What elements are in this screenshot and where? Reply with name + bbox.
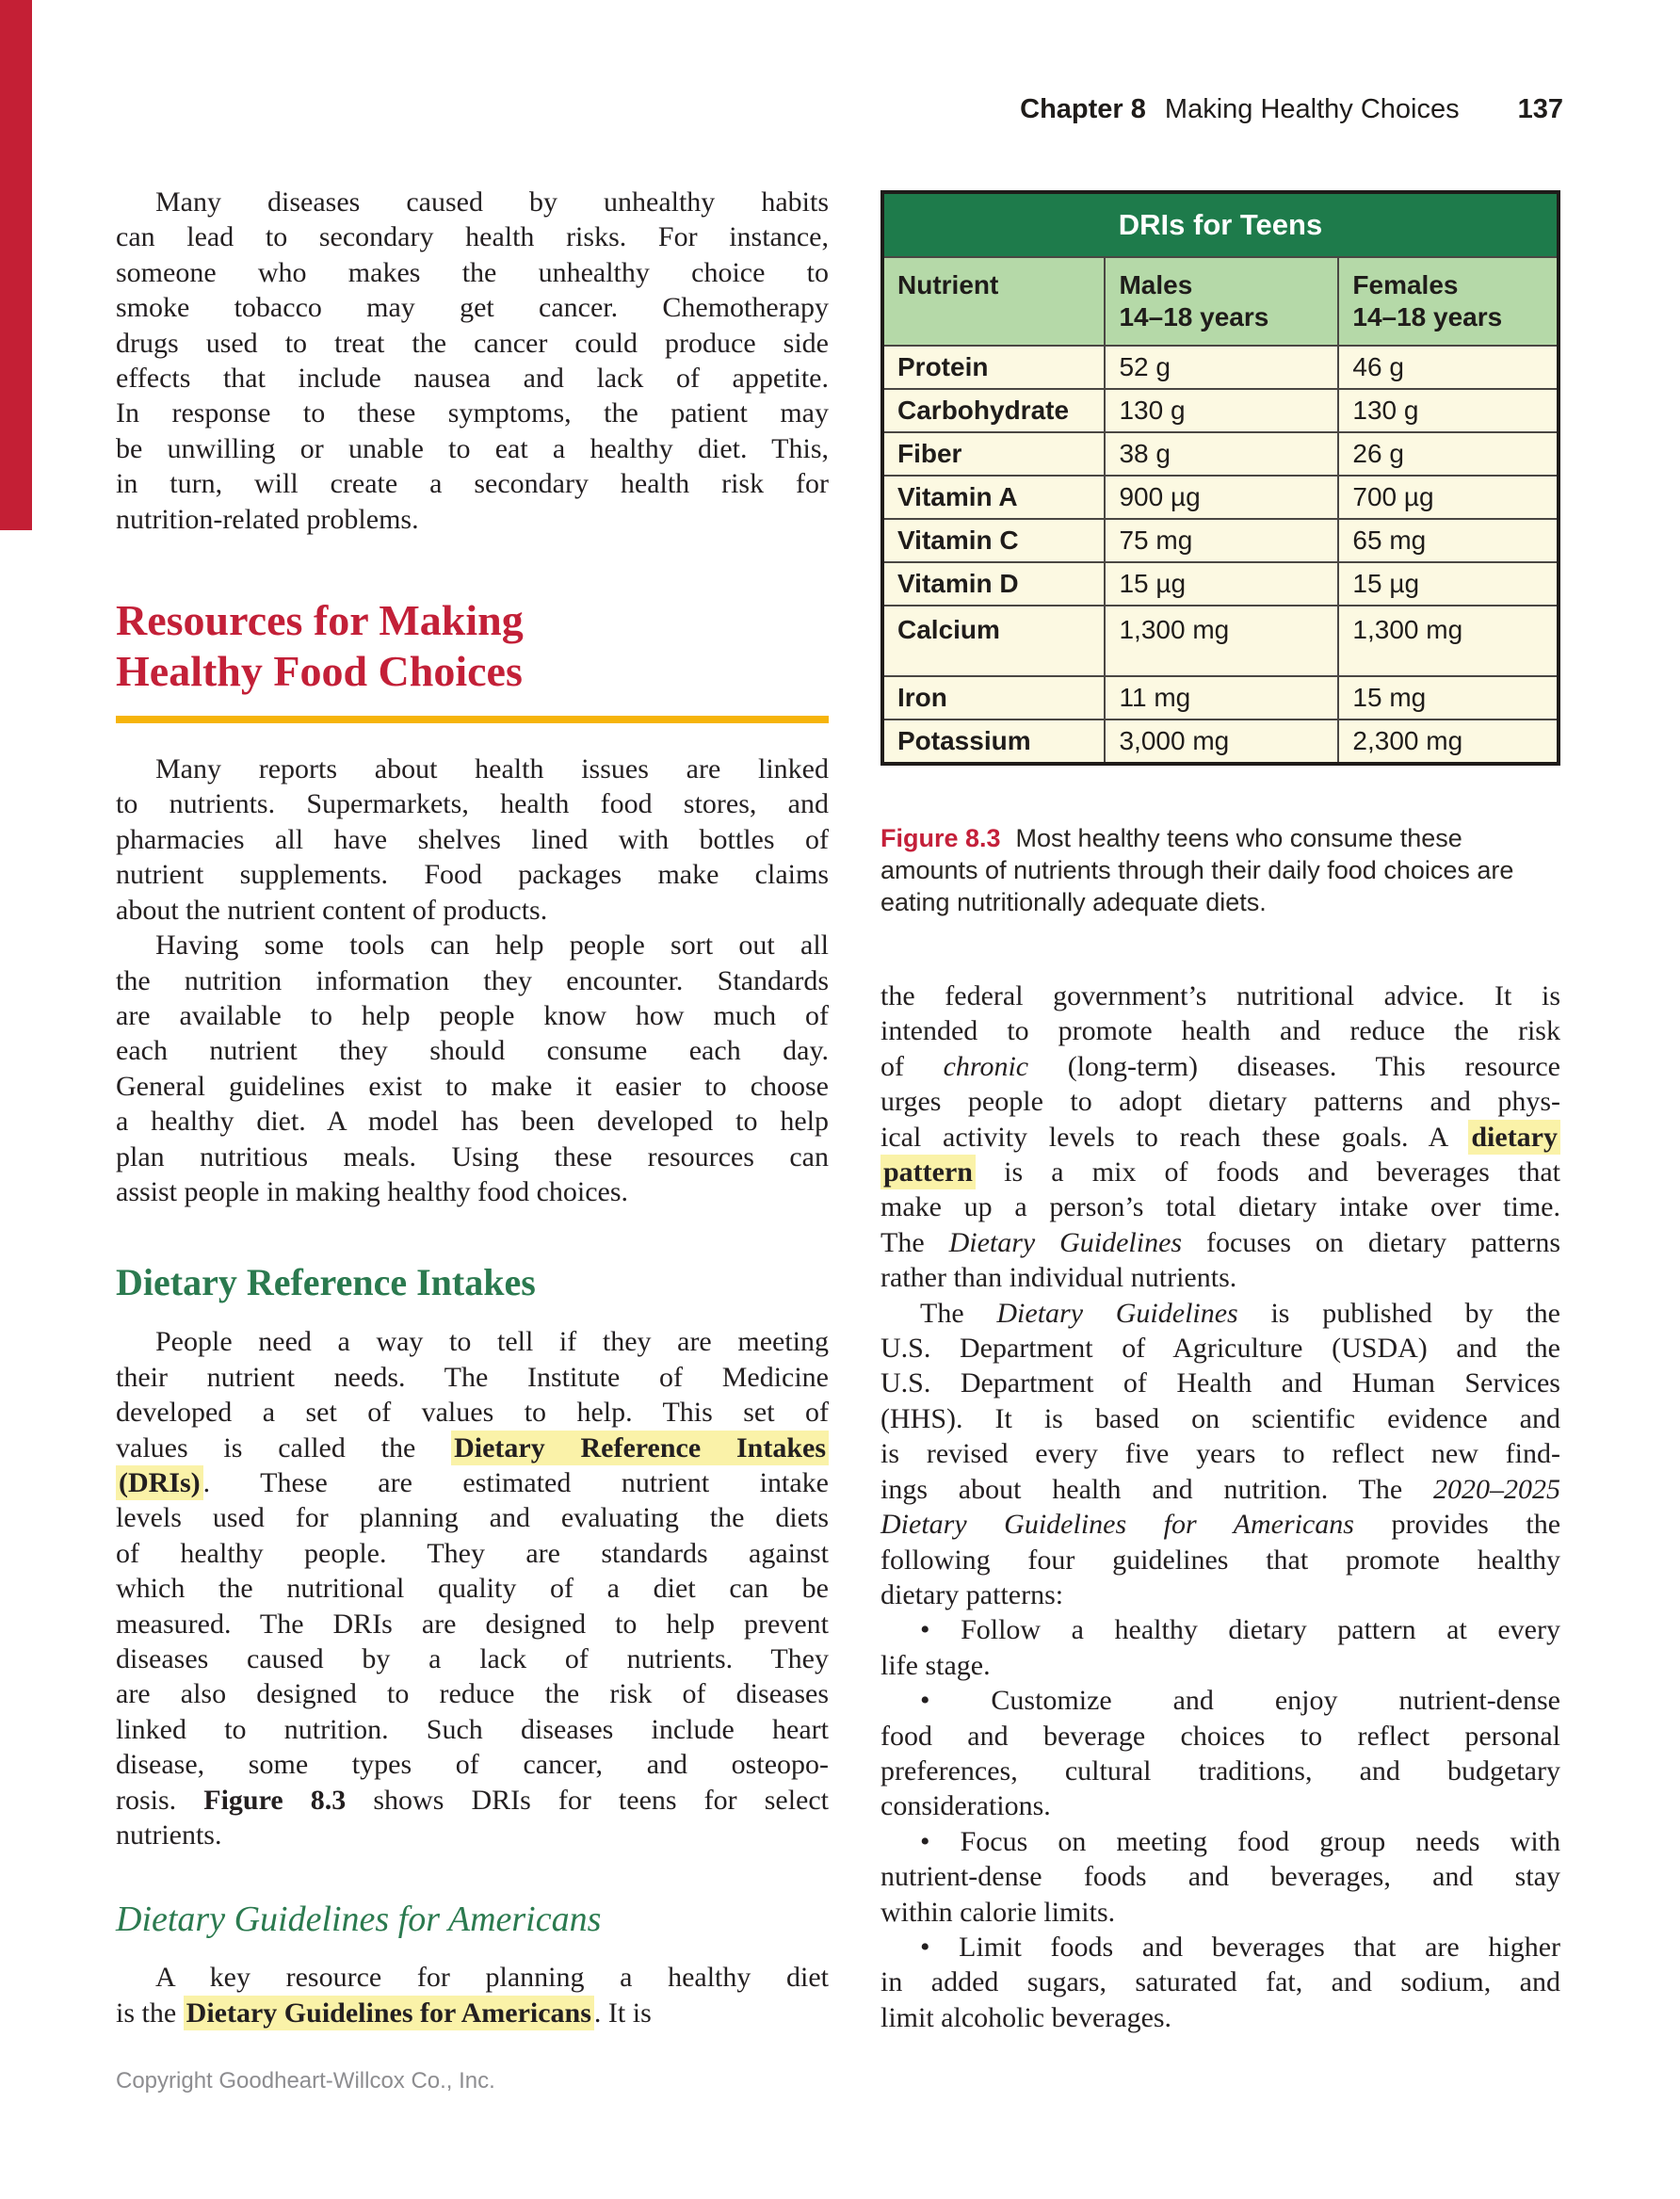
text-line: U.S. Department of Agriculture (USDA) and the [880,1333,1560,1365]
table-row [882,346,1559,389]
table-cell: 2,300 mg [1338,720,1559,764]
heading-line: Resources for Making [116,596,524,645]
text-line: pharmacies all have shelves lined with bottles of [116,823,829,855]
text-line: • Follow a healthy dietary pattern at every [920,1614,1560,1646]
text-line: their nutrient needs. The Institute of Medicine [116,1361,829,1393]
text-line: urges people to adopt dietary patterns and phys- [880,1086,1560,1118]
table-title: DRIs for Teens [882,192,1559,257]
text-line: drugs used to treat the cancer could produce side [116,327,829,359]
table-row [882,519,1559,562]
column-header-sub: 14–18 years [1119,302,1269,331]
text-line: Having some tools can help people sort out all [155,930,829,962]
table-cell: Calcium [882,606,1105,676]
heading-line: Healthy Food Choices [116,647,523,696]
text-line: assist people in making healthy food choices. [116,1175,629,1207]
right-column [880,190,1560,2035]
table-cell: 38 g [1105,432,1338,476]
text-line: ical activity levels to reach these goals. A dietary [880,1120,1560,1155]
table-row [882,389,1559,432]
table-row [882,676,1559,720]
text-line: the federal government’s nutritional advice. It is [880,980,1560,1011]
text-line: preferences, cultural traditions, and budgetary [880,1754,1560,1787]
table-cell: 3,000 mg [1105,720,1338,764]
text-line: The Dietary Guidelines is published by the [920,1297,1560,1329]
paragraph [880,978,1560,1296]
table-cell: Potassium [882,720,1105,764]
text-line: • Customize and enjoy nutrient-dense [920,1685,1560,1717]
running-head [1020,94,1563,125]
text-line: considerations. [880,1790,1051,1822]
table-cell: Protein [882,346,1105,389]
text-line: can lead to secondary health risks. For instance, [116,221,829,253]
table-cell: 130 g [1105,389,1338,432]
figure-label: Figure 8.3 [880,824,1001,852]
text-line: pattern is a mix of foods and beverages that [880,1155,1560,1189]
text-line: food and beverage choices to reflect personal [880,1720,1560,1752]
copyright-footer: Copyright Goodheart-Willcox Co., Inc. [116,2068,495,2094]
text-line: intended to promote health and reduce the risk [880,1015,1560,1047]
text-line: People need a way to tell if they are meeting [155,1326,829,1358]
text-line: In response to these symptoms, the patient may [116,397,829,429]
table-body [882,346,1559,764]
table-cell: 1,300 mg [1338,606,1559,676]
text-line: make up a person’s total dietary intake over time. [880,1191,1560,1223]
text-line: within calorie limits. [880,1896,1116,1928]
table-cell: 15 µg [1105,562,1338,606]
text-line: is the Dietary Guidelines for Americans . It is [116,1997,652,2029]
text-line: plan nutritious meals. Using these resources can [116,1140,829,1172]
column-header-nutrient [882,257,1105,346]
table-cell: 1,300 mg [1105,606,1338,676]
chapter-title: Making Healthy Choices [1164,94,1460,124]
text-line: linked to nutrition. Such diseases include heart [116,1713,829,1745]
text-line: values is called the Dietary Reference Intakes [116,1431,829,1465]
text-line: U.S. Department of Health and Human Services [880,1367,1560,1399]
page-number: 137 [1517,94,1563,124]
table-cell: Iron [882,676,1105,720]
text-line: General guidelines exist to make it easier to choose [116,1070,829,1102]
table-row [882,432,1559,476]
section-heading-dietary-guidelines: Dietary Guidelines for Americans [116,1900,602,1940]
text-line: rosis. Figure 8.3 shows DRIs for teens for select [116,1784,829,1816]
text-line: the nutrition information they encounter. Standards [116,964,829,996]
chapter-label: Chapter 8 [1020,94,1146,124]
table-cell: 52 g [1105,346,1338,389]
figure-caption [880,822,1560,918]
text-line: which the nutritional quality of a diet can be [116,1573,829,1605]
table-cell: 130 g [1338,389,1559,432]
text-line: life stage. [880,1649,991,1681]
text-line: nutrients. [116,1819,222,1851]
text-line: rather than individual nutrients. [880,1262,1237,1294]
table-cell: 11 mg [1105,676,1338,720]
text-line: smoke tobacco may get cancer. Chemotherapy [116,292,829,324]
column-header-label: Females [1352,270,1459,299]
table-row [882,720,1559,764]
text-line: following four guidelines that promote healthy [880,1544,1560,1576]
table-cell: Vitamin C [882,519,1105,562]
table-cell: 15 µg [1338,562,1559,606]
text-line: levels used for planning and evaluating the diets [116,1502,829,1534]
paragraph [880,1296,1560,1613]
text-line: is revised every five years to reflect new find- [880,1438,1560,1470]
text-line: A key resource for planning a healthy diet [155,1962,829,1994]
paragraph [116,185,829,537]
table-title-row [882,192,1559,257]
gold-rule [116,716,829,723]
text-line: be unwilling or unable to eat a healthy diet. This, [116,432,829,464]
table-cell: 900 µg [1105,476,1338,519]
text-line: about the nutrient content of products. [116,894,548,926]
text-line: measured. The DRIs are designed to help prevent [116,1608,829,1640]
section-heading-dietary-reference-intakes: Dietary Reference Intakes [116,1261,536,1304]
column-header-males [1105,257,1338,346]
text-line: limit alcoholic beverages. [880,2001,1172,2033]
table-cell: 700 µg [1338,476,1559,519]
paragraph [116,1324,829,1852]
text-line: in turn, will create a secondary health risk for [116,468,829,500]
paragraph [116,928,829,1209]
column-header-sub: 14–18 years [1352,302,1503,331]
table-cell: Vitamin A [882,476,1105,519]
text-line: nutrient-dense foods and beverages, and stay [880,1861,1560,1893]
text-line: of chronic (long-term) diseases. This resource [880,1050,1560,1082]
paragraph [116,752,829,928]
table-cell: 75 mg [1105,519,1338,562]
text-line: in added sugars, saturated fat, and sodium, and [880,1966,1560,1998]
text-line: (HHS). It is based on scientific evidence and [880,1402,1560,1434]
section-heading-resources [116,595,829,697]
table-row [882,562,1559,606]
column-header-label: Nutrient [897,270,999,299]
text-line: each nutrient they should consume each day. [116,1035,829,1067]
text-line: are also designed to reduce the risk of diseases [116,1678,829,1710]
table-header-row [882,257,1559,346]
text-line: • Limit foods and beverages that are higher [920,1931,1560,1963]
table-cell: Fiber [882,432,1105,476]
table-cell: 65 mg [1338,519,1559,562]
text-line: dietary patterns: [880,1578,1064,1610]
table-cell: 26 g [1338,432,1559,476]
column-header-label: Males [1119,270,1193,299]
text-line: The Dietary Guidelines focuses on dietary patterns [880,1226,1561,1258]
text-line: of healthy people. They are standards against [116,1537,829,1569]
left-column [116,185,829,2030]
chapter-edge-tab [0,0,32,530]
table-row [882,606,1559,676]
text-line: developed a set of values to help. This set of [116,1397,829,1429]
table-cell: 46 g [1338,346,1559,389]
text-line: are available to help people know how much of [116,999,829,1031]
table-cell: Vitamin D [882,562,1105,606]
text-line: nutrition-related problems. [116,503,419,535]
text-line: Many reports about health issues are linked [155,753,829,785]
text-line: effects that include nausea and lack of appetite. [116,363,829,395]
dri-table [880,190,1560,766]
bullet-list [880,1612,1560,2035]
text-line: to nutrients. Supermarkets, health food stores, and [116,788,829,820]
text-line: Many diseases caused by unhealthy habits [155,186,829,218]
paragraph [116,1960,829,2030]
text-line: • Focus on meeting food group needs with [920,1825,1560,1857]
table-cell: Carbohydrate [882,389,1105,432]
table-row [882,476,1559,519]
text-line: nutrient supplements. Food packages make claims [116,859,829,891]
text-line: diseases caused by a lack of nutrients. They [116,1643,829,1674]
column-header-females [1338,257,1559,346]
table-cell: 15 mg [1338,676,1559,720]
text-line: a healthy diet. A model has been developed to help [116,1106,829,1138]
text-line: someone who makes the unhealthy choice to [116,256,829,288]
text-line: ings about health and nutrition. The 2020–2025 [880,1473,1560,1505]
text-line: (DRIs) . These are estimated nutrient intake [116,1465,829,1500]
figure-caption-text: Most healthy teens who consume these amounts of nutrients through their daily food choices are eating nutritionally adequate diets. [880,824,1514,916]
text-line: disease, some types of cancer, and osteopo- [116,1749,829,1781]
text-line: Dietary Guidelines for Americans provides the [880,1509,1561,1541]
